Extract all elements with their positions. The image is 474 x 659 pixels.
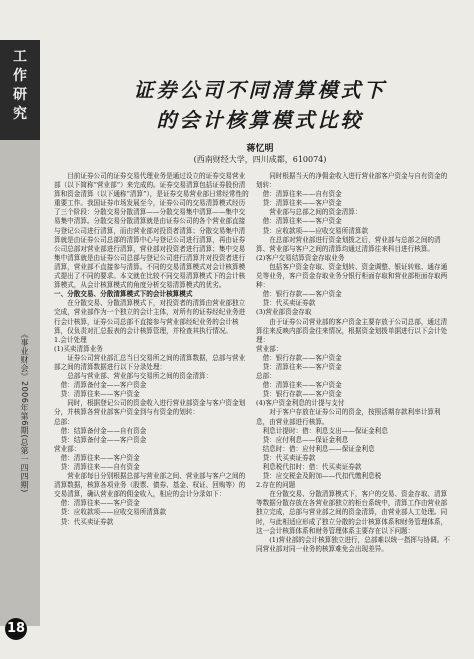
paragraph: 营业部： (256, 344, 283, 353)
column-label-char: 研 (13, 87, 27, 103)
paragraph: 2.存在的问题 (256, 481, 296, 490)
paragraph: 在分散交易、分散清算模式下，客户的交易、资金存取、清算等数据分散存放在各营业部独立的柜台系统中，清算工作由营业部独立完成，总部与营业部之间的资金清算，由营业部人工处理。同时，与此相适应形成了独立分散的会计核算体系和财务管理体系，这一会计核算体系和财务管理体系主要存在以下问题： (256, 490, 448, 535)
paragraph: 结息时：借：应付利息——保证金利息 (262, 444, 375, 453)
paragraph: 贷：代买卖证券款 (262, 299, 316, 308)
article-title-line: 证券公司不同清算模式下 (133, 78, 387, 102)
paragraph: 1.会计处理 (54, 335, 87, 344)
paragraph: 对于客户存放在证券公司的资金，按照活期存款利率计算利息，由营业部进行核算。 (256, 408, 441, 426)
paragraph: 营业部与总部之间的资金清算： (269, 208, 362, 217)
paragraph: 包括客户资金存取、资金划转、资金调整、银证转账、通存通兑等业务，客户资金存取业务分银行柜面存取和营业部柜面存取两种： (256, 262, 448, 290)
paragraph: 贷：结算备付金——客户资金 (60, 435, 147, 444)
paragraph: 贷：应付利息——保证金利息 (262, 435, 349, 444)
paragraph: 贷：清算往来——客户资金 (262, 362, 342, 371)
paragraph: 在分散交易、分散清算模式下，对投资者的清算由营业部独立完成，营业部作为一个独立的会计主体，对所有的证券经纪业务进行会计核算，证券公司总部不直接参与营业部经纪业务的会计核算，仅负责对汇总报表的会计核算管理，并检查其执行情况。 (54, 299, 246, 335)
paragraph: 同时，根据登记公司的资金收入进行营业部资金与客户资金划分，并核算各营业部客户资金到与有资金的划转： (54, 399, 246, 417)
paragraph: 由于证券公司营业部的客户资金主要存放于公司总部，通过清算往来反映内部资金往来情况，根据资金划拨单据进行以下会计处理： (256, 317, 448, 344)
paragraph: (4)客户资金利息的计提与支付 (256, 399, 345, 408)
paragraph: (2)客户交易结算资金存取业务 (256, 253, 345, 262)
paragraph: (1)买卖清算业务 (54, 344, 103, 353)
column-label (8, 48, 32, 124)
paragraph: 总部与营业部、营业部与交易所之间的资金清算： (67, 372, 213, 381)
paragraph: 总部： (256, 372, 276, 381)
paragraph: 贷：应收款项——应收交易所清算款 (262, 226, 369, 235)
column-label-char: 作 (13, 68, 27, 84)
paragraph: (1)营业部的会计核算独立进行，总部难以统一指挥与协调。不同营业部对同一业务的核算难免会出现差异。 (256, 535, 450, 553)
paragraph: (3)营业部资金存取 (256, 308, 312, 317)
paragraph: 一、分散交易、分散清算模式下的会计核算模式 (54, 290, 193, 299)
paragraph: 营业部每日分别根据总部与营业部之间、营业部与客户之间的清算数据，核算各项业务（股票、债券、基金、权证、回购等）的交易清算，确认营业部的佣金收入，相应的会计分录如下： (54, 472, 246, 499)
article-title-line: 的会计核算模式比较 (156, 108, 364, 132)
paragraph: 利息计提时：借：利息支出——保证金利息 (262, 426, 388, 435)
article-author: 蒋忆明 (246, 144, 274, 154)
paragraph: 利息税代扣时：借：代买卖证券款 (262, 463, 362, 471)
page-number: 18 (5, 618, 27, 640)
paragraph: 借：清算往来——客户资金 (60, 453, 140, 462)
column-label-char: 究 (13, 106, 27, 122)
paragraph: 贷：应收款项——应收交易所清算款 (60, 508, 167, 517)
column-label-char: 工 (13, 49, 27, 65)
journal-issue-info: 《事业财会》2006年第6期(总第一四四期) (20, 330, 29, 493)
paragraph: 贷：清算往来——自有资金 (60, 463, 140, 471)
paragraph: 借：清算往来——客户资金 (60, 499, 140, 508)
paragraph: 同时根据当天的净佣金收入进行营业部客户资金与自有资金的划转： (256, 172, 448, 190)
paragraph: 贷：应交税金及附加——代扣代缴利息税 (262, 472, 382, 481)
paragraph: 在总部对营业部进行资金划拨之后，营业部与总部之间的清算、营业部与客户之间的清算均通过清算往来科目进行核算。 (256, 235, 441, 253)
paragraph: 贷：代买卖证券款 (60, 517, 114, 526)
paragraph: 借：清算往来——自有资金 (262, 190, 342, 199)
paragraph: 借：银行存款——客户资金 (262, 353, 342, 362)
paragraph: 借：清算往来——客户资金 (262, 217, 342, 226)
left-text-column (54, 172, 250, 634)
paragraph: 贷：银行存款——客户资金 (262, 390, 342, 399)
right-text-column (256, 172, 452, 634)
paragraph: 借：结算备付金——自有资金 (60, 426, 147, 435)
paragraph: 营业部： (54, 444, 81, 453)
article-affiliation: (西南财经大学，四川成都，610074) (193, 155, 327, 164)
paragraph: 贷：代买卖证券款 (262, 453, 316, 462)
paragraph: 贷：清算往来——客户资金 (60, 390, 140, 399)
paragraph: 贷：清算往来——客户资金 (262, 199, 342, 208)
article-title (60, 75, 460, 135)
paragraph: 目前证券公司的证券交易代理业务是通过设立的证券交易营业部（以下简称“营业部”）来完成的。证券交易清算包括证券股份清算和资金清算（以下通称“清算”），是证券交易营业部日常经常性的重要工作。我国证券市场发展至今，证券公司的交易清算模式经历了三个阶段：分散交易分散清算——分散交易集中清算——集中交易集中清算。分散交易分散清算就是由证券公司的各个营业部直接与登记公司进行清算，而由营业部对投资者清算；分散交易集中清算就是由证券公司总部的清算中心与登记公司进行清算，再由证券公司总部对营业部进行清算，营业部对投资者进行清算；集中交易集中清算就是由证券公司总部与登记公司进行清算并对投资者进行清算，营业部不直接参与清算。不同的交易清算模式对会计核算模式提出了不同的要求。本文就在比较不同交易清算模式下的会计核算模式，从会计核算模式的角度分析交易清算模式的优劣。 (54, 172, 249, 290)
paragraph: 证券公司营业部汇总当日交易所之间的清算数据，总部与营业部之间的清算数据进行以下分录处理： (54, 353, 246, 371)
paragraph: 借：清算备付金——客户资金 (60, 381, 147, 390)
paragraph: 借：银行存款——客户资金 (262, 290, 342, 299)
paragraph: 总部： (54, 417, 74, 426)
paragraph: 借：清算往来——客户资金 (262, 381, 342, 390)
